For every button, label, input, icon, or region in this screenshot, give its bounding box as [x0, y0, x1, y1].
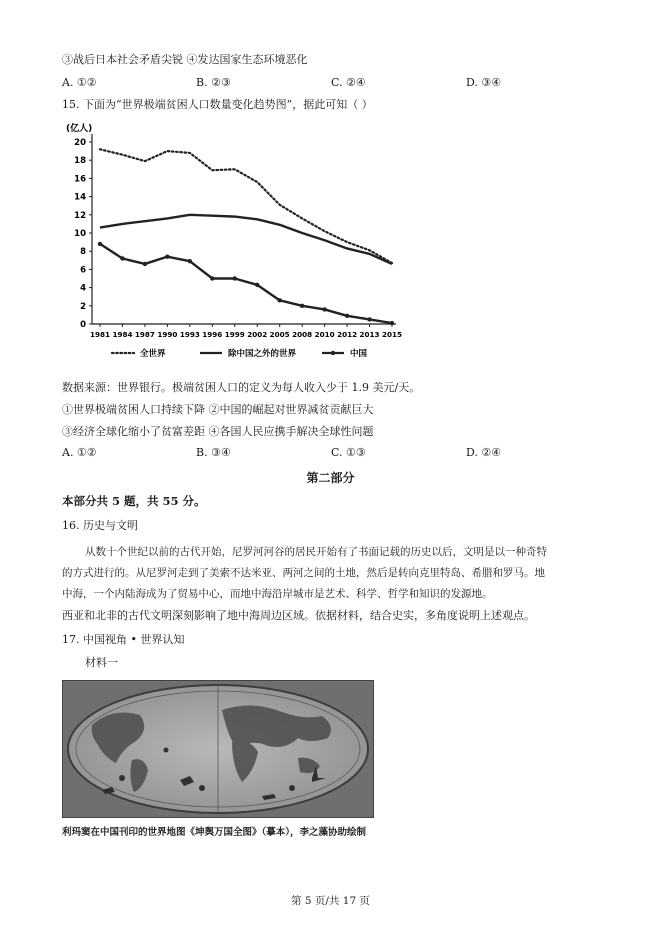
data-point — [367, 317, 371, 321]
x-tick-label: 1990 — [157, 330, 178, 339]
q16-paragraph-2: 的方式进行的。从尼罗河走到了美索不达米亚、两河之间的土地，然后是转向克里特岛、希腊和罗马。地 — [62, 567, 545, 579]
chart-legend — [112, 348, 368, 359]
x-tick-label: 1981 — [89, 330, 111, 339]
data-point — [233, 276, 237, 280]
x-tick-label: 1996 — [202, 330, 223, 339]
x-tick-label: 1999 — [224, 330, 245, 339]
part2-title: 第二部分 — [306, 471, 355, 485]
x-tick-label: 1993 — [179, 330, 200, 339]
q15-option-b: B. ③④ — [196, 446, 231, 459]
legend-label: 中国 — [350, 349, 368, 359]
data-point — [188, 259, 192, 263]
q15-option-a: A. ①② — [62, 446, 97, 459]
y-tick-label: 18 — [74, 156, 86, 167]
x-tick-label: 2013 — [359, 330, 380, 339]
q16-question: 西亚和北非的古代文明深刻影响了地中海周边区域。依据材料，结合史实，多角度说明上述观点。 — [62, 609, 535, 622]
data-point — [277, 298, 281, 302]
y-tick-label: 6 — [80, 265, 86, 276]
q15-data-source: 数据来源：世界银行。极端贫困人口的定义为每人收入少于 1.9 美元/天。 — [62, 381, 421, 394]
x-tick-label: 1984 — [112, 330, 133, 339]
y-tick-label: 2 — [80, 301, 86, 312]
y-tick-label: 4 — [80, 283, 86, 294]
y-tick-label: 14 — [74, 192, 86, 203]
data-point — [390, 321, 394, 325]
material-1-label: 材料一 — [85, 656, 118, 669]
y-tick-label: 0 — [80, 320, 86, 330]
data-point — [98, 242, 102, 246]
y-tick-label: 12 — [74, 210, 86, 221]
q15-items-2: ③经济全球化缩小了贫富差距 ④各国人民应携手解决全球性问题 — [62, 425, 374, 438]
x-tick-label: 2010 — [314, 330, 335, 339]
x-tick-label: 1987 — [134, 330, 155, 339]
x-tick-label: 2002 — [247, 330, 268, 339]
page-number: 第 5 页/共 17 页 — [291, 895, 370, 907]
q15-option-d: D. ②④ — [466, 446, 502, 459]
legend-marker — [331, 351, 335, 355]
x-tick-label: 2005 — [269, 330, 290, 339]
q16-title: 16. 历史与文明 — [62, 519, 138, 532]
q14-option-a: A. ①② — [62, 76, 97, 89]
legend-label: 全世界 — [140, 349, 166, 359]
x-tick-label: 2012 — [337, 330, 358, 339]
part2-intro: 本部分共 5 题，共 55 分。 — [62, 494, 206, 508]
q17-title: 17. 中国视角 • 世界认知 — [62, 633, 185, 646]
q15-stem: 15. 下面为“世界极端贫困人口数量变化趋势图”，据此可知（ ） — [62, 98, 373, 111]
q14-option-c: C. ②④ — [331, 76, 366, 89]
q15-option-c: C. ①③ — [331, 446, 366, 459]
x-tick-label: 2015 — [381, 330, 403, 339]
q14-option-b: B. ②③ — [196, 76, 231, 89]
data-point — [255, 283, 259, 287]
y-tick-label: 8 — [80, 247, 86, 258]
y-axis — [74, 134, 92, 330]
data-point — [210, 276, 214, 280]
y-tick-label: 20 — [74, 138, 86, 148]
world-map-image — [62, 680, 374, 818]
q15-items-1: ①世界极端贫困人口持续下降 ②中国的崛起对世界减贫贡献巨大 — [62, 403, 374, 416]
data-point — [322, 307, 326, 311]
y-tick-label: 16 — [74, 174, 86, 185]
q16-paragraph-3: 中海，一个内陆海成为了贸易中心，而地中海沿岸城市是艺术、科学、哲学和知识的发源地。 — [62, 588, 493, 600]
map-caption: 利玛窦在中国刊印的世界地图《坤舆万国全图》（摹本），李之藻协助绘制 — [62, 827, 367, 838]
q14-option-d: D. ③④ — [466, 76, 502, 89]
poverty-trend-chart — [60, 118, 410, 370]
plot-area — [98, 149, 394, 325]
series-line — [100, 149, 392, 263]
y-tick-label: 10 — [74, 229, 86, 239]
data-point — [165, 254, 169, 258]
x-axis — [90, 324, 402, 339]
legend-label: 除中国之外的世界 — [228, 349, 297, 359]
x-tick-label: 2008 — [292, 330, 313, 339]
y-axis-label: (亿人) — [66, 124, 93, 134]
q14-items: ③战后日本社会矛盾尖锐 ④发达国家生态环境恶化 — [62, 53, 308, 66]
data-point — [120, 256, 124, 260]
data-point — [345, 314, 349, 318]
data-point — [143, 262, 147, 266]
q16-paragraph-1: 从数十个世纪以前的古代开始，尼罗河河谷的居民开始有了书面记载的历史以后，文明是以一种奇特 — [85, 546, 547, 558]
series-line — [100, 215, 392, 264]
data-point — [300, 304, 304, 308]
series-line — [100, 244, 392, 323]
